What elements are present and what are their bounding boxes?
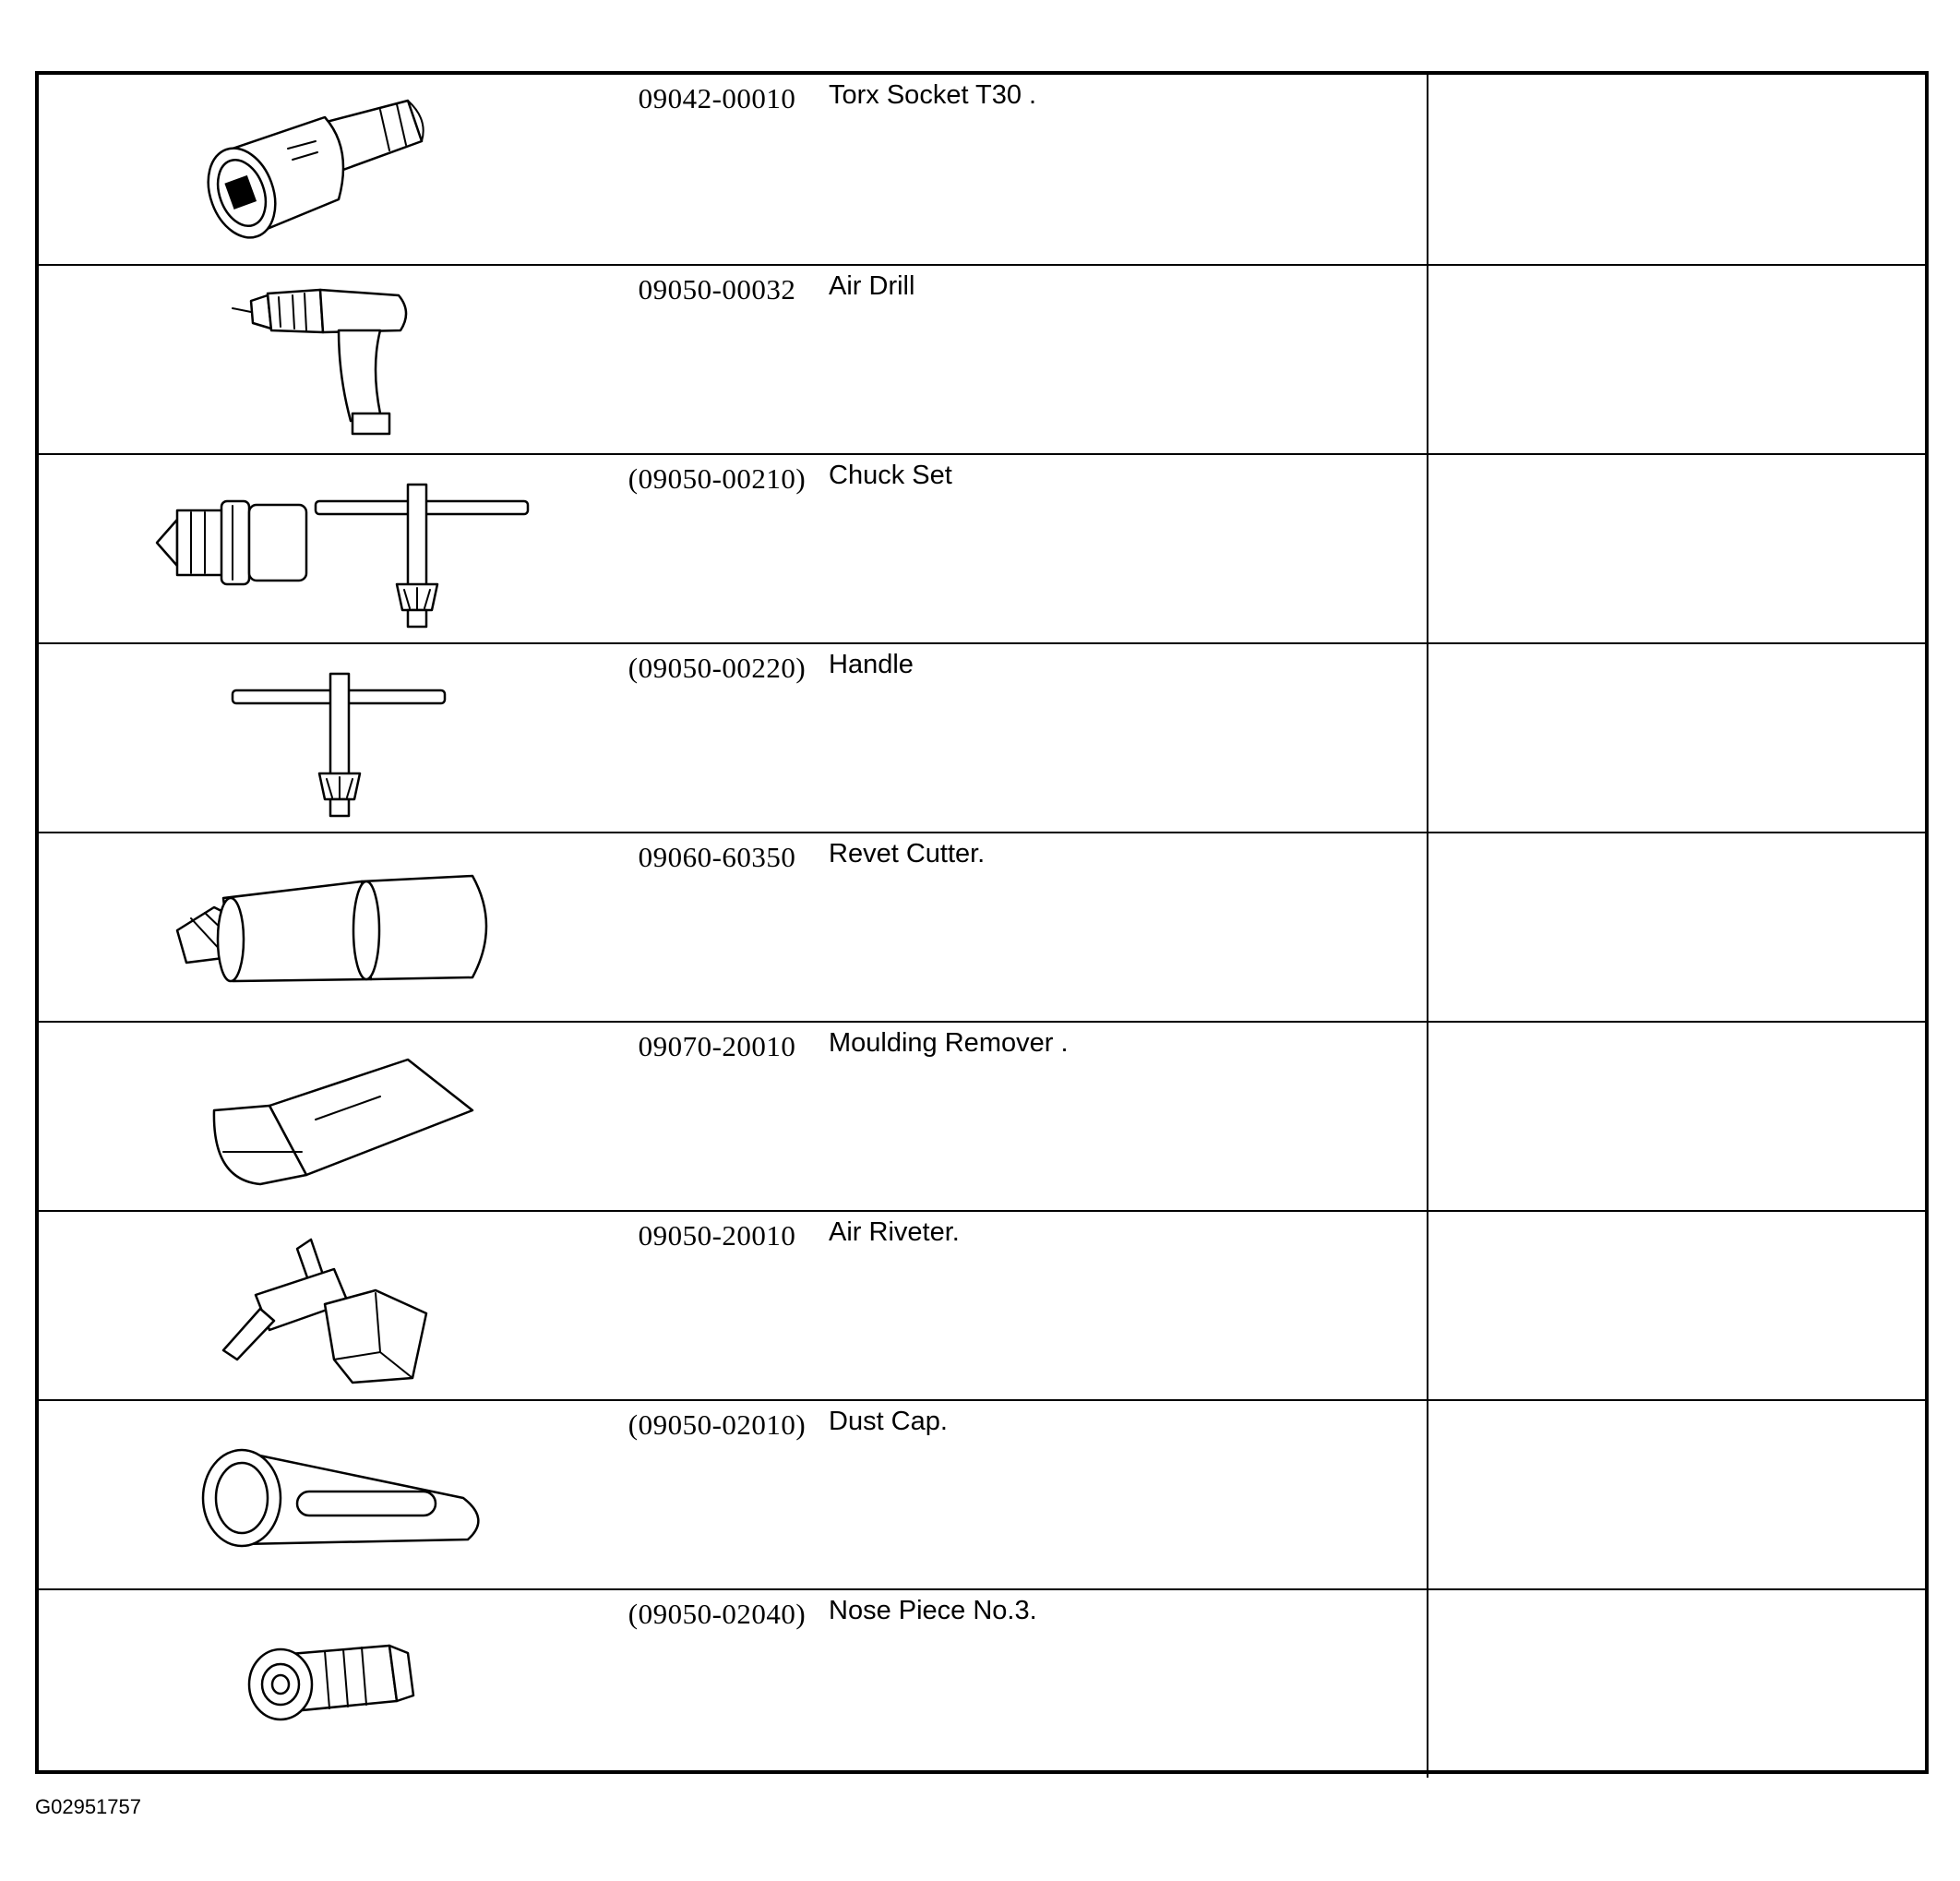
table-row — [39, 832, 1925, 1021]
air-drill-icon — [103, 275, 583, 446]
dust-cap-icon — [103, 1410, 583, 1581]
table-row — [39, 1210, 1925, 1399]
part-number: 09060-60350 — [638, 841, 796, 873]
part-number: 09050-00032 — [638, 273, 796, 306]
tool-description: Handle — [829, 650, 914, 679]
tool-description: Revet Cutter. — [829, 839, 986, 869]
table-row — [39, 75, 1925, 264]
rivet-cutter-icon — [103, 843, 583, 1013]
part-number: 09070-20010 — [638, 1030, 796, 1062]
part-number: 09050-20010 — [638, 1219, 796, 1252]
moulding-remover-icon — [103, 1032, 583, 1203]
part-number: (09050-00220) — [627, 652, 807, 684]
table-row — [39, 642, 1925, 832]
table-row — [39, 1588, 1925, 1778]
tool-table — [35, 71, 1929, 1774]
chuck-set-icon — [103, 464, 583, 635]
part-number: (09050-02010) — [627, 1408, 807, 1441]
part-number: (09050-00210) — [627, 462, 807, 495]
tool-description: Nose Piece No.3. — [829, 1596, 1037, 1625]
tool-description: Air Drill — [829, 271, 915, 301]
table-row — [39, 1021, 1925, 1210]
remarks-cell — [1428, 1023, 1925, 1210]
remarks-cell — [1428, 1212, 1925, 1399]
figure-code: G02951757 — [35, 1795, 141, 1818]
tool-description: Chuck Set — [829, 461, 952, 490]
air-riveter-icon — [103, 1221, 583, 1392]
table-row — [39, 264, 1925, 453]
tool-description: Dust Cap. — [829, 1407, 948, 1436]
table-row — [39, 453, 1925, 642]
remarks-cell — [1428, 75, 1925, 264]
chuck-key-handle-icon — [103, 653, 583, 824]
tool-description: Air Riveter. — [829, 1217, 960, 1247]
part-number: 09042-00010 — [638, 82, 796, 114]
remarks-cell — [1428, 644, 1925, 832]
tool-description: Moulding Remover . — [829, 1028, 1069, 1058]
part-number: (09050-02040) — [627, 1598, 807, 1630]
remarks-cell — [1428, 266, 1925, 453]
nose-piece-icon — [103, 1599, 583, 1770]
table-row — [39, 1399, 1925, 1588]
remarks-cell — [1428, 833, 1925, 1021]
remarks-cell — [1428, 1401, 1925, 1588]
remarks-cell — [1428, 1590, 1925, 1778]
remarks-cell — [1428, 455, 1925, 642]
torx-socket-icon — [103, 84, 583, 255]
tool-description: Torx Socket T30 . — [829, 80, 1037, 110]
